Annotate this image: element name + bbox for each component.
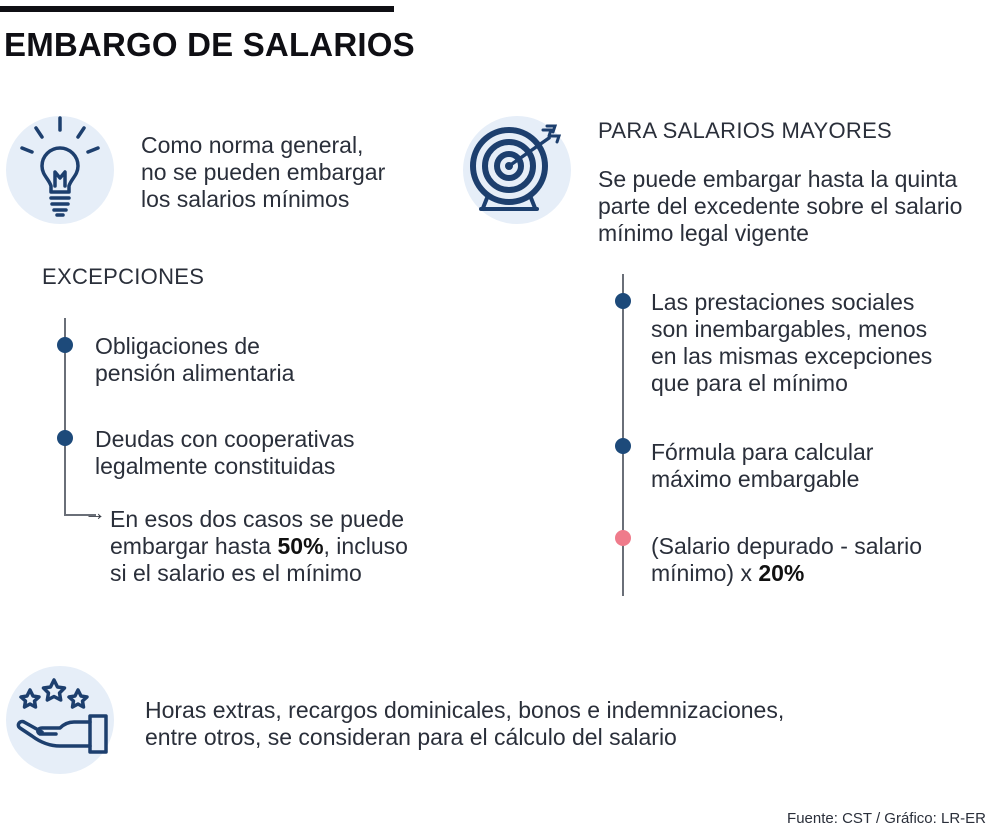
mayores-item-2: Fórmula para calcular máximo embargable [651,439,874,492]
excepciones-heading: EXCEPCIONES [42,264,205,289]
extras-text: Horas extras, recargos dominicales, bonos e indemnizaciones, entre otros, se consideran para el cálculo del salario [145,697,785,750]
mayores-item-1: Las prestaciones sociales son inembargables, menos en las mismas excepciones que para el mínimo [651,289,933,396]
mayores-timeline [622,274,624,596]
source-credit: Fuente: CST / Gráfico: LR-ER [787,810,986,827]
general-text: Como norma general, no se pueden embargar los salarios mínimos [141,132,386,212]
excepciones-note: En esos dos casos se puede embargar hasta 50%, incluso si el salario es el mínimo [110,506,408,586]
formula-text: (Salario depurado - salario mínimo) x 20% [651,533,923,586]
bullet-dot [57,430,73,446]
page-title: EMBARGO DE SALARIOS [4,26,415,63]
bullet-dot [57,337,73,353]
target-icon [463,116,571,224]
top-rule [0,6,394,12]
excepcion-item-2: Deudas con cooperativas legalmente constituidas [95,426,355,479]
excepcion-item-1: Obligaciones de pensión alimentaria [95,333,295,386]
lightbulb-icon [6,116,114,224]
formula-dot [615,530,631,546]
bullet-dot [615,438,631,454]
mayores-heading: PARA SALARIOS MAYORES [598,118,893,143]
mayores-text: Se puede embargar hasta la quinta parte del excedente sobre el salario mínimo legal vigente [598,166,963,246]
arrow-right-icon: → [84,500,106,525]
bullet-dot [615,293,631,309]
hand-stars-icon [6,666,114,774]
